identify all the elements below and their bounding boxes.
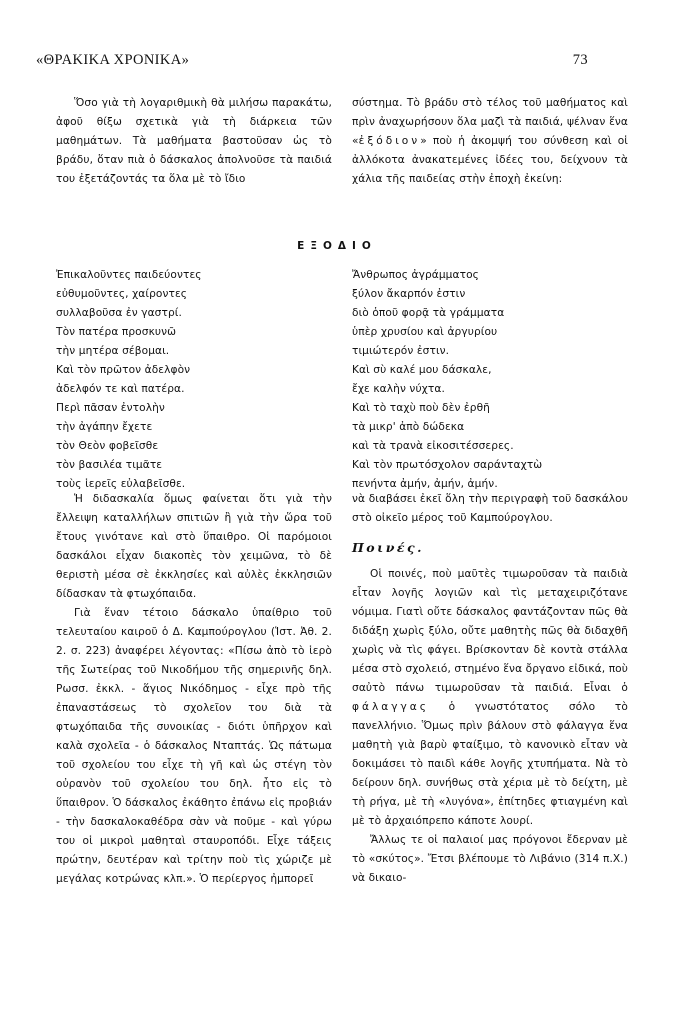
body-paragraph: Ἡ διδασκαλία ὅμως φαίνεται ὅτι γιὰ τὴν ἔλλειψη καταλλήλων σπιτιῶν ἢ γιὰ τὴν ὥρα τοῦ ἔτους γινότανε καὶ στὸ ὕπαιθρο. Οἱ παρόμοιοι δασκάλοι εἶχαν διακοπὲς τὸν χειμῶνα, τὸ δὲ θεριστὴ μέσα σὲ ἐκκλησίες καὶ αὐλὲς ἐκκλησιῶν δίδασκαν τὰ φτωχόπαιδα. bbox=[56, 493, 332, 600]
poem-line: τιμιώτερόν ἐστιν. bbox=[352, 345, 450, 357]
poem-line: τὰ μικρ' ἀπὸ δώδεκα bbox=[352, 421, 465, 433]
poem-line: εὐθυμοῦντες, χαίροντες bbox=[56, 288, 188, 300]
poem-line: συλλαβοῦσα ἐν γαστρί. bbox=[56, 307, 182, 319]
poem-line: ἀδελφόν τε καὶ πατέρα. bbox=[56, 383, 185, 395]
journal-title: «ΘΡΑΚΙΚΑ ΧΡΟΝΙΚΑ» bbox=[36, 52, 190, 68]
poem-line: πενήντα ἀμήν, ἀμήν, ἀμήν. bbox=[352, 478, 498, 490]
poem-line: τὸν βασιλέα τιμᾶτε bbox=[56, 459, 163, 471]
intro-paragraph-continued: σύστημα. Τὸ βράδυ στὸ τέλος τοῦ μαθήματος καὶ πρὶν ἀναχωρήσουν ὅλα μαζὶ τὰ παιδιά, ψέλναν ἕνα «ἐξόδιον» ποὺ ἡ ἀκομψή του σύνθεση καὶ οἱ ἀλλόκοτα ἀνακατεμένες ἰδέες του, δείχνουν τὰ χάλια τῆς παιδείας στὴν ἐποχὴ ἐκείνη: bbox=[352, 97, 628, 185]
page-number: 73 bbox=[572, 52, 588, 68]
poem-line: διὸ ὁποῦ φορᾷ τὰ γράμματα bbox=[352, 307, 505, 319]
poem-line: Καὶ τὸν πρῶτον ἀδελφὸν bbox=[56, 364, 191, 376]
poem-line: τὴν μητέρα σέβομαι. bbox=[56, 345, 170, 357]
body-paragraph-continued: νὰ διαβάσει ἐκεῖ ὅλη τὴν περιγραφὴ τοῦ δασκάλου στὸ οἰκεῖο μέρος τοῦ Καμπούρογλου. bbox=[352, 493, 628, 524]
poem-line: Ἐπικαλοῦντες παιδεύοντες bbox=[56, 269, 202, 281]
body-paragraph: Οἱ ποινές, ποὺ μαῦτὲς τιμωροῦσαν τὰ παιδιὰ εἶταν λογῆς λογιῶν καὶ τὶς μεταχειριζότανε νόμιμα. Γιατὶ οὔτε δάσκαλος φαντάζονταν πῶς θὰ διδάξη χωρὶς ξύλο, οὔτε μαθητὴς πῶς θὰ διδαχθῆ χωρὶς νὰ τὶς φάγει. Βρίσκονταν δὲ κοντὰ στάλλα μέσα στὸ σχολειό, στημένο ἕνα ὄργανο εἰδικά, ποὺ σαὐτὸ πάνω τιμωροῦσαν τὰ παιδιά. Εἶναι ὁ φάλαγγας ὁ γνωστότατος σόλο τὸ πανελλήνιο. Ὅμως πρὶν βάλουν στὸ φάλαγγα ἕνα μαθητὴ γιὰ βαρὺ φταίξιμο, τὸ κανονικὸ εἶταν νὰ δοκιμάσει τὸ παιδὶ κάθε λογῆς χτυπήματα. Νὰ τὸ δείρουν δηλ. συνήθως στὰ χέρια μὲ τὸ δείχτη, μὲ τὴ ρήγα, μὲ τὴ «λυγόνα», ἐπίτηδες φτιαγμένη καὶ μὲ τὸ ἀρχαιόπρεπο κάποτε λουρί. bbox=[352, 568, 628, 827]
poem-right-column bbox=[352, 266, 628, 494]
poem-title: ΕΞΟΔΙΟ bbox=[297, 240, 377, 252]
exodio-word: ἐξόδιον bbox=[358, 135, 421, 147]
poem-line: τὸν Θεὸν φοβεῖσθε bbox=[56, 440, 159, 452]
intro-paragraph: Ὅσο γιὰ τὴ λογαριθμικὴ θὰ μιλήσω παρακάτω, ἀφοῦ θίξω σχετικὰ γιὰ τὴ διάρκεια τῶν μαθημάτων. Τὰ μαθήματα βαστοῦσαν ὡς τὸ βράδυ, ὅταν πιὰ ὁ δάσκαλος ἀπολνοῦσε τὰ παιδιά του ἐξετάζοντάς τα ὅλα μὲ τὸ ἴδιο bbox=[56, 97, 332, 185]
poem-line: ξύλον ἄκαρπόν ἐστιν bbox=[352, 288, 466, 300]
poem-line: Καὶ σὺ καλέ μου δάσκαλε, bbox=[352, 364, 492, 376]
falagga-word: φάλαγγας bbox=[352, 701, 429, 713]
poem-line: Καὶ τὸ ταχὺ ποὺ δὲν ἐρθῆ bbox=[352, 402, 490, 414]
body-left-column bbox=[56, 490, 332, 889]
poem-line: τοὺς ἱερεῖς εὐλαβεῖσθε. bbox=[56, 478, 186, 490]
poem-line: ἔχε καλὴν νύχτα. bbox=[352, 383, 445, 395]
poem-line: καὶ τὰ τρανὰ εἰκοσιτέσσερες. bbox=[352, 440, 514, 452]
poem-line: τὴν ἀγάπην ἔχετε bbox=[56, 421, 153, 433]
poem-line: Ἄνθρωπος ἀγράμματος bbox=[352, 269, 479, 281]
poem-line: Τὸν πατέρα προσκυνῶ bbox=[56, 326, 177, 338]
poem-line: Περὶ πᾶσαν ἐντολὴν bbox=[56, 402, 165, 414]
body-paragraph: Ἄλλως τε οἱ παλαιοί μας πρόγονοι ἔδερναν μὲ τὸ «σκύτος». Ἔτσι βλέπουμε τὸ Λιβάνιο (314 π.Χ.) νὰ δικαιο- bbox=[352, 834, 628, 884]
poem-line: Καὶ τὸν πρωτόσχολον σαράνταχτὼ bbox=[352, 459, 543, 471]
running-header bbox=[36, 52, 588, 69]
poem-left-column bbox=[56, 266, 332, 494]
body-paragraph: Γιὰ ἕναν τέτοιο δάσκαλο ὑπαίθριο τοῦ τελευταίου καιροῦ ὁ Δ. Καμπούρογλου (Ἱστ. Ἀθ. 2. 2. σ. 223) ἀναφέρει λέγοντας: «Πίσω ἀπὸ τὸ ἱερὸ τῆς Σωτείρας τοῦ Νικοδήμου τῆς σημερινῆς δηλ. Ρωσσ. ἐκκλ. - ἅγιος Νικόδημος - εἶχε πρὸ τῆς ἐπαναστάσεως τὸ σχολεῖον του διὰ τὰ φτωχόπαιδα τῆς συνοικίας - διότι ὑπῆρχον καὶ καλὰ σχολεῖα - ὁ δάσκαλος Νταπτάς. Ὡς πάτωμα τοῦ σχολείου του εἶχε τὴ γῆ καὶ ὡς στέγη τὸν οὐρανὸν τοῦ σχολείου του δηλ. ἦτο εἰς τὸ ὕπαιθρον. Ὁ δάσκαλος ἐκάθητο ἐπάνω εἰς προβιάν - τὴν δασκαλοκαθέδρα σὰν νὰ ποῦμε - καὶ γύρω του οἱ μικροὶ μαθηταὶ σταυροπόδι. Εἶχε τάξεις πρώτην, δευτέραν καὶ τρίτην ποὺ τὶς χώριζε μὲ μεγάλας κοτρώνας κλπ.». Ὁ περίεργος ἠμπορεῖ bbox=[56, 607, 332, 885]
poem-line: ὑπὲρ χρυσίου καὶ ἀργυρίου bbox=[352, 326, 498, 338]
intro-left-column bbox=[56, 94, 332, 189]
intro-right-column bbox=[352, 94, 628, 189]
body-right-column bbox=[352, 490, 628, 888]
section-subheading: Ποινές. bbox=[352, 540, 424, 555]
